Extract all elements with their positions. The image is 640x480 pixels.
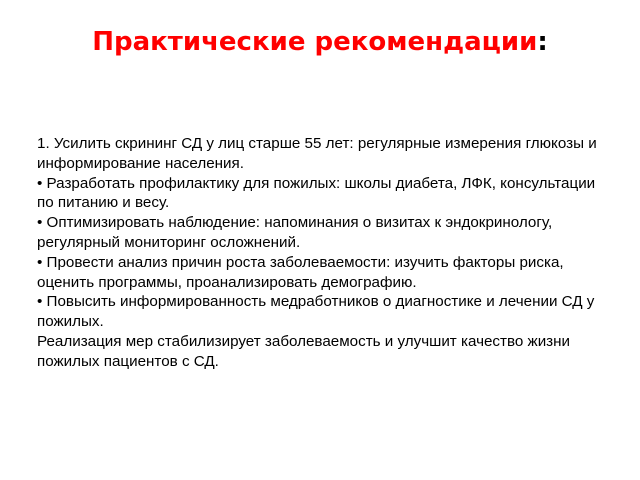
recommendation-staff-awareness: • Повысить информированность медработников о диагностике и лечении СД у пожилых. [37, 293, 595, 331]
conclusion-text: Реализация мер стабилизирует заболеваемость и улучшит качество жизни пожилых пациентов с СД. [37, 332, 571, 370]
slide-title-colon: : [537, 27, 548, 57]
slide-title [0, 24, 640, 60]
recommendation-screening: 1. Усилить скрининг СД у лиц старше 55 лет: регулярные измерения глюкозы и информирование населения. [37, 135, 597, 172]
recommendation-monitoring: • Оптимизировать наблюдение: напоминания о визитах к эндокринологу, регулярный мониторинг осложнений. [37, 214, 553, 251]
slide-title-text: Практические рекомендации [92, 27, 538, 57]
recommendation-analysis: • Провести анализ причин роста заболеваемости: изучить факторы риска, оценить программы, проанализировать демографию. [37, 253, 564, 291]
recommendation-prevention: • Разработать профилактику для пожилых: школы диабета, ЛФК, консультации по питанию и весу. [37, 174, 596, 212]
recommendations-text [37, 134, 607, 372]
